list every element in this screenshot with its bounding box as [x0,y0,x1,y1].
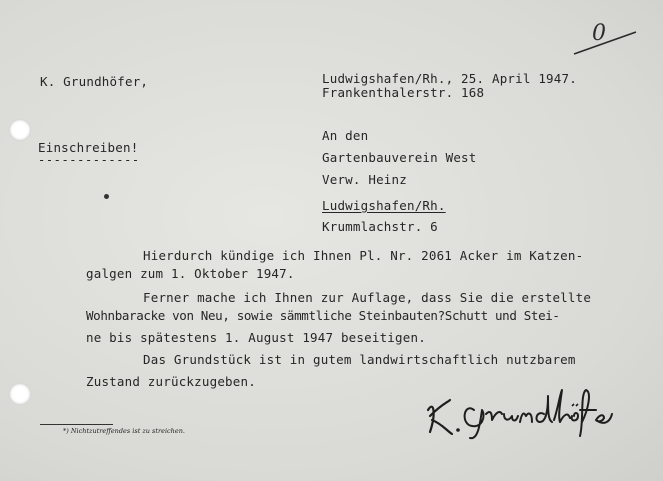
body-line-2: galgen zum 1. Oktober 1947. [86,266,295,281]
recipient-street: Krummlachstr. 6 [322,219,438,234]
recipient-city: Ludwigshafen/Rh. [322,198,446,213]
registered-label: Einschreiben! [38,140,139,155]
registered-rule: ------------- [38,153,140,167]
handwritten-signature [420,380,630,440]
recipient-line-1: An den [322,128,369,143]
punch-hole-bottom [9,383,31,405]
punch-hole-top [9,119,31,141]
body-line-3: Ferner mache ich Ihnen zur Auflage, dass Sie die erstellte [143,290,592,305]
ink-dot [104,194,109,199]
body-line-6: Das Grundstück ist in gutem landwirtschaftlich nutzbarem [143,352,576,367]
corner-mark-text: 0 [592,21,606,46]
corner-mark [570,18,640,58]
body-line-7: Zustand zurückzugeben. [86,374,256,389]
body-line-1: Hierdurch kündige ich Ihnen Pl. Nr. 2061 Acker im Katzen- [143,248,584,263]
sender-street: Frankenthalerstr. 168 [322,85,485,100]
place-date: Ludwigshafen/Rh., 25. April 1947. [322,71,577,86]
sender-name: K. Grundhöfer, [40,74,149,89]
recipient-line-3: Verw. Heinz [322,172,407,187]
body-line-5: ne bis spätestens 1. August 1947 beseitigen. [86,330,426,345]
footnote: *) Nichtzutreffendes ist zu streichen. [63,427,185,435]
body-line-4: Wohnbaracke von Neu, sowie sämmtliche Steinbauten?Schutt und Stei- [86,308,560,323]
recipient-line-2: Gartenbauverein West [322,150,477,165]
footnote-rule [40,424,113,425]
